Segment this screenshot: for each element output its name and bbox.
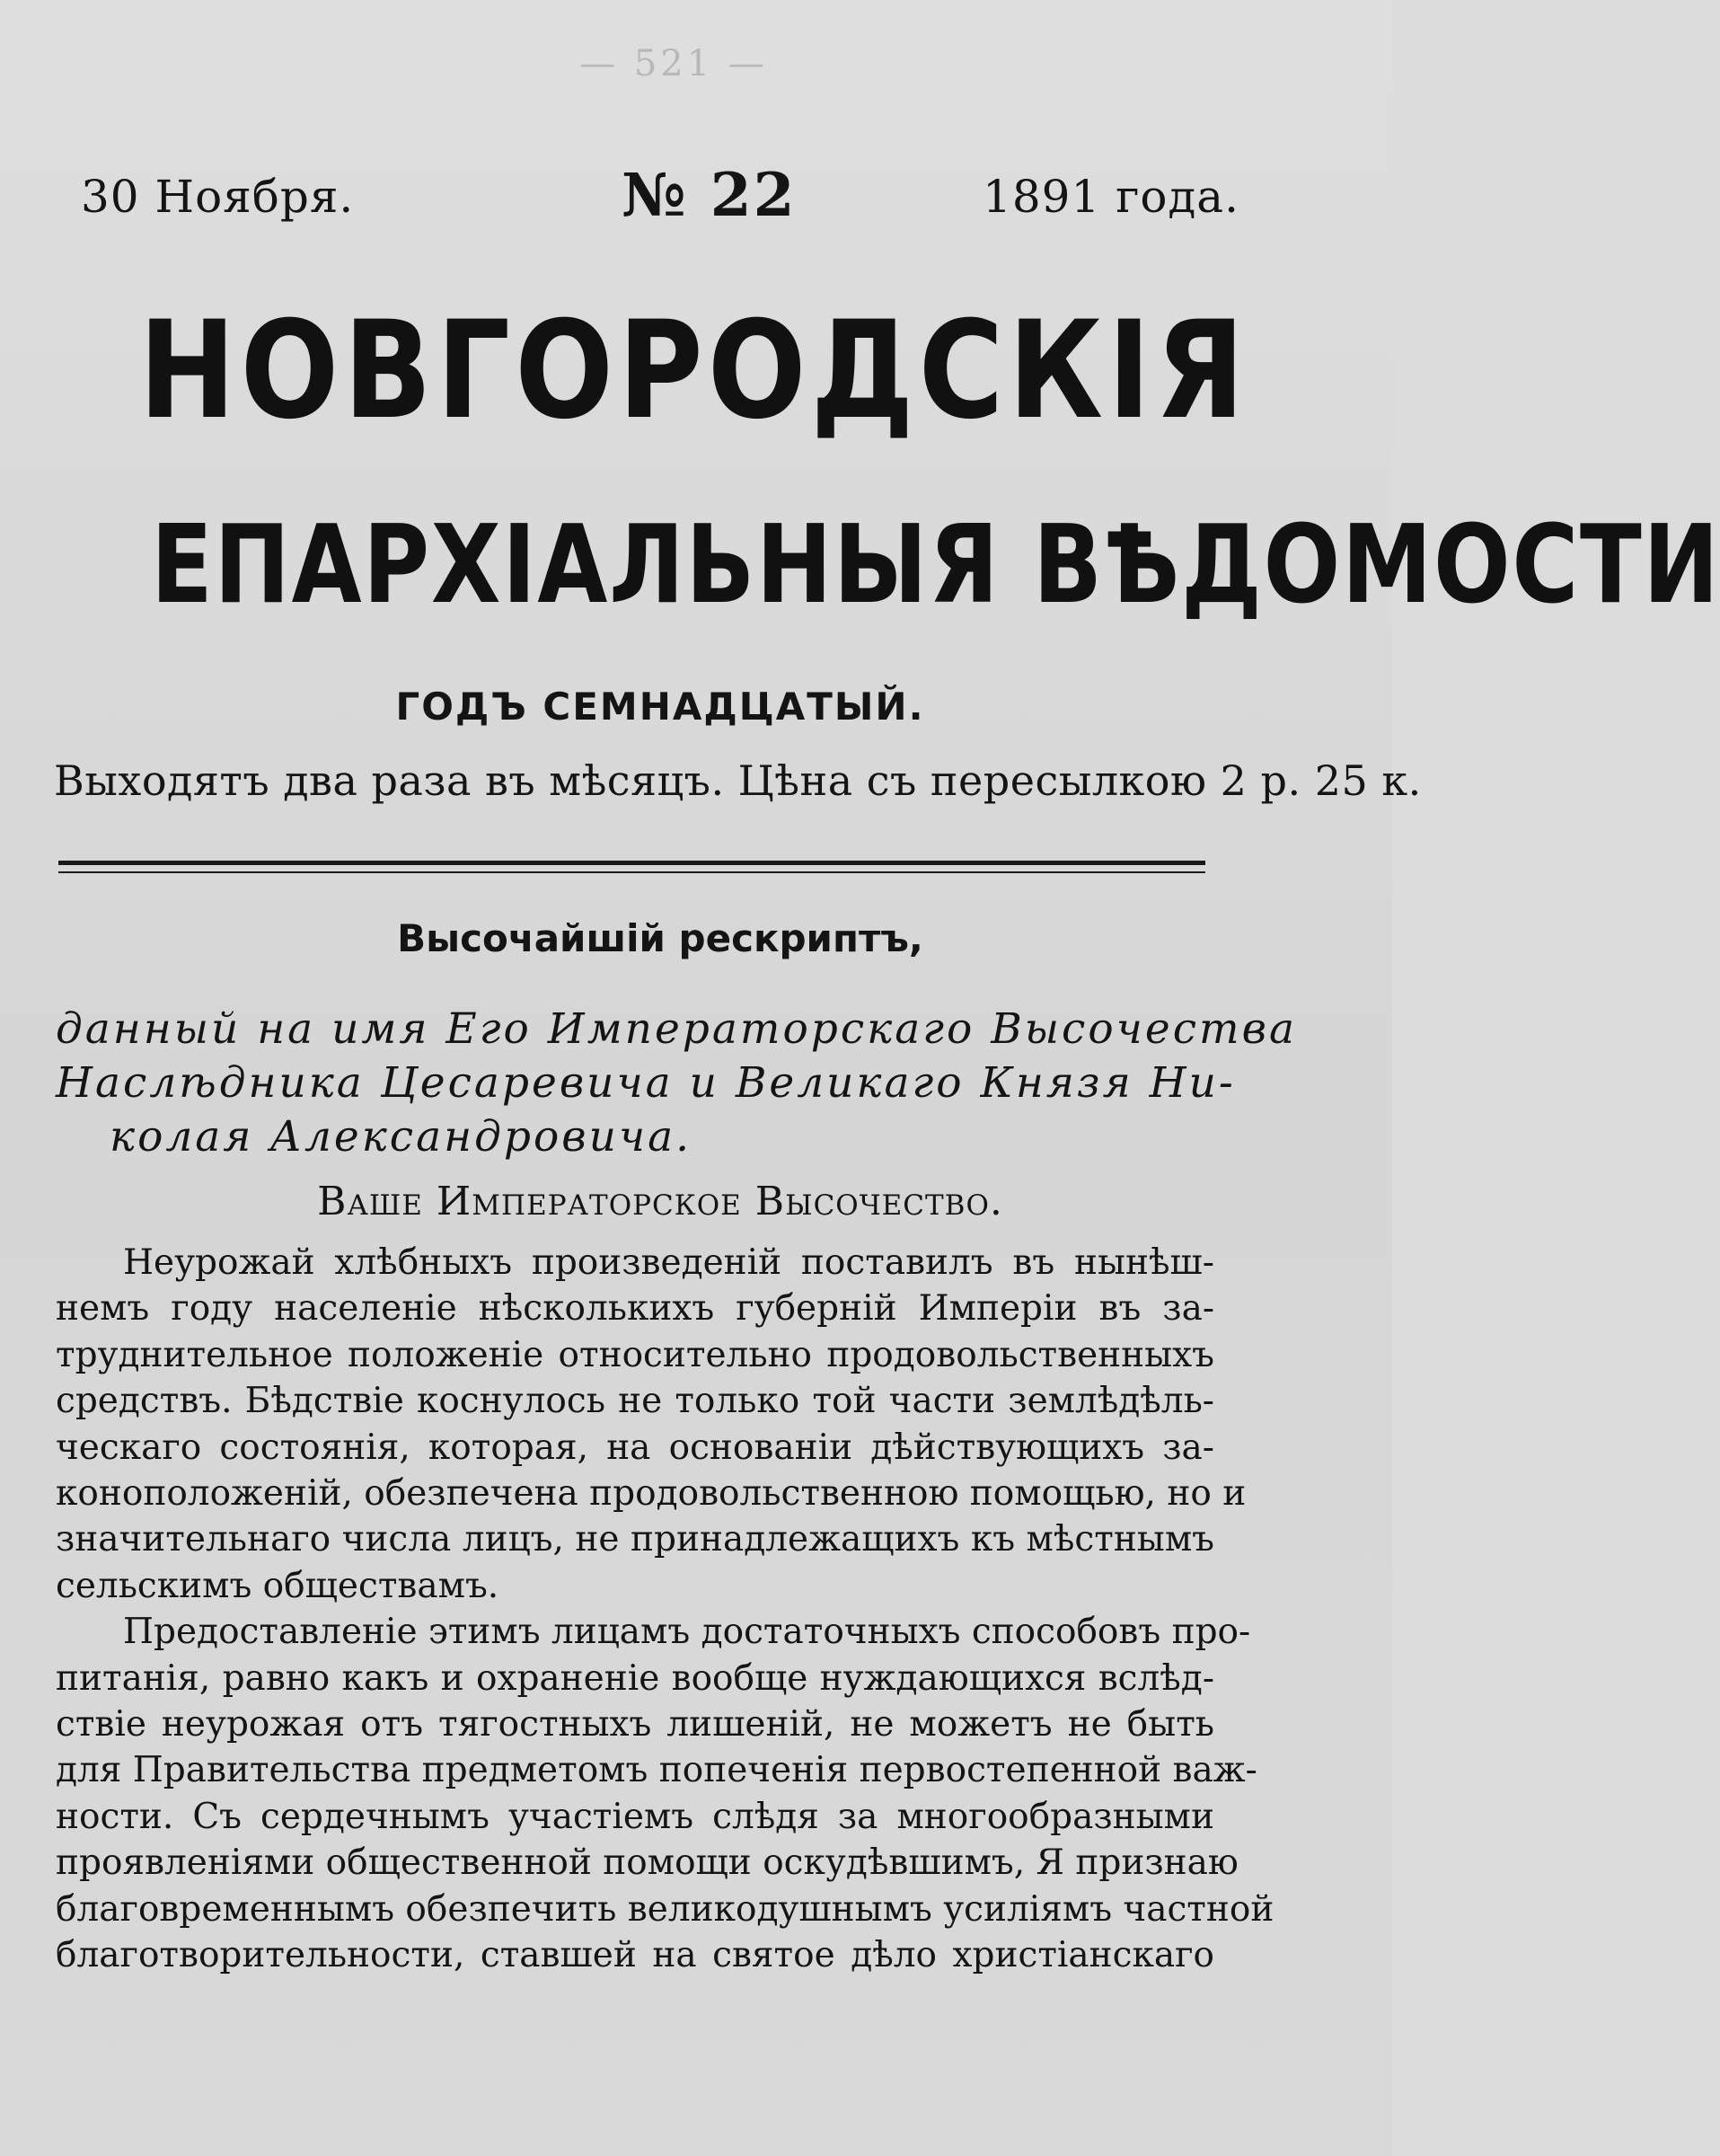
text-line: Неурожай хлѣбныхъ произведеній поставилъ въ нынѣш-	[123, 1242, 1214, 1283]
text-line: сельскимъ обществамъ.	[56, 1565, 499, 1606]
header-rule-thin	[58, 871, 1205, 873]
text-line: Предоставленіе этимъ лицамъ достаточныхъ способовъ про-	[123, 1612, 1251, 1653]
text-line: ческаго состоянія, которая, на основаніи дѣйствующихъ за-	[56, 1427, 1214, 1468]
text-line: ствіе неурожая отъ тягостныхъ лишеній, не можетъ не быть	[56, 1704, 1214, 1745]
issue-date: 30 Ноября.	[81, 171, 355, 223]
newspaper-title-line-2: ЕПАРХІАЛЬНЫЯ ВѢДОМОСТИ	[151, 503, 1720, 628]
masthead	[81, 160, 1239, 250]
publication-year-line: ГОДЪ СЕМНАДЦАТЫЙ.	[395, 685, 925, 729]
subscription-info: Выходятъ два раза въ мѣсяцъ. Цѣна съ пересылкою 2 р. 25 к.	[54, 756, 1422, 805]
text-line: труднительное положеніе относительно продовольственныхъ	[56, 1334, 1214, 1375]
subtitle-line: Наслѣдника Цесаревича и Великаго Князя Ни-	[56, 1058, 1236, 1108]
header-rule-thick	[58, 861, 1205, 865]
article-heading: Высочайшій рескриптъ,	[397, 916, 923, 960]
text-line: проявленіями общественной помощи оскудѣвшимъ, Я признаю	[56, 1842, 1239, 1884]
issue-number: № 22	[622, 160, 797, 230]
text-line: значительнаго числа лицъ, не принадлежащихъ къ мѣстнымъ	[56, 1519, 1214, 1560]
article-subtitle	[56, 1003, 1297, 1164]
page-number: — 521 —	[579, 43, 768, 84]
text-line: коноположеній, обезпечена продовольственною помощью, но и	[56, 1473, 1247, 1515]
text-line: благотворительности, ставшей на святое дѣло христіанскаго	[56, 1935, 1214, 1976]
text-line: для Правительства предметомъ попеченія первостепенной важ-	[56, 1750, 1257, 1791]
newspaper-title-line-1: НОВГОРОДСКІЯ	[138, 293, 1249, 449]
subtitle-line: данный на имя Его Императорскаго Высочества	[56, 1004, 1297, 1054]
text-line: немъ году населеніе нѣсколькихъ губерній Имперіи въ за-	[56, 1288, 1214, 1330]
text-line: ности. Съ сердечнымъ участіемъ слѣдя за многообразными	[56, 1796, 1214, 1837]
article-address: Ваше Императорское Высочество.	[317, 1179, 1003, 1224]
text-line: средствъ. Бѣдствіе коснулось не только той части землѣдѣль-	[56, 1381, 1214, 1422]
text-line: питанія, равно какъ и охраненіе вообще нуждающихся вслѣд-	[56, 1657, 1214, 1699]
subtitle-line: колая Александровича.	[110, 1112, 692, 1162]
text-line: благовременнымъ обезпечить великодушнымъ усиліямъ частной	[56, 1888, 1275, 1930]
article-body	[56, 1240, 1275, 1979]
issue-year: 1891 года.	[983, 171, 1239, 223]
